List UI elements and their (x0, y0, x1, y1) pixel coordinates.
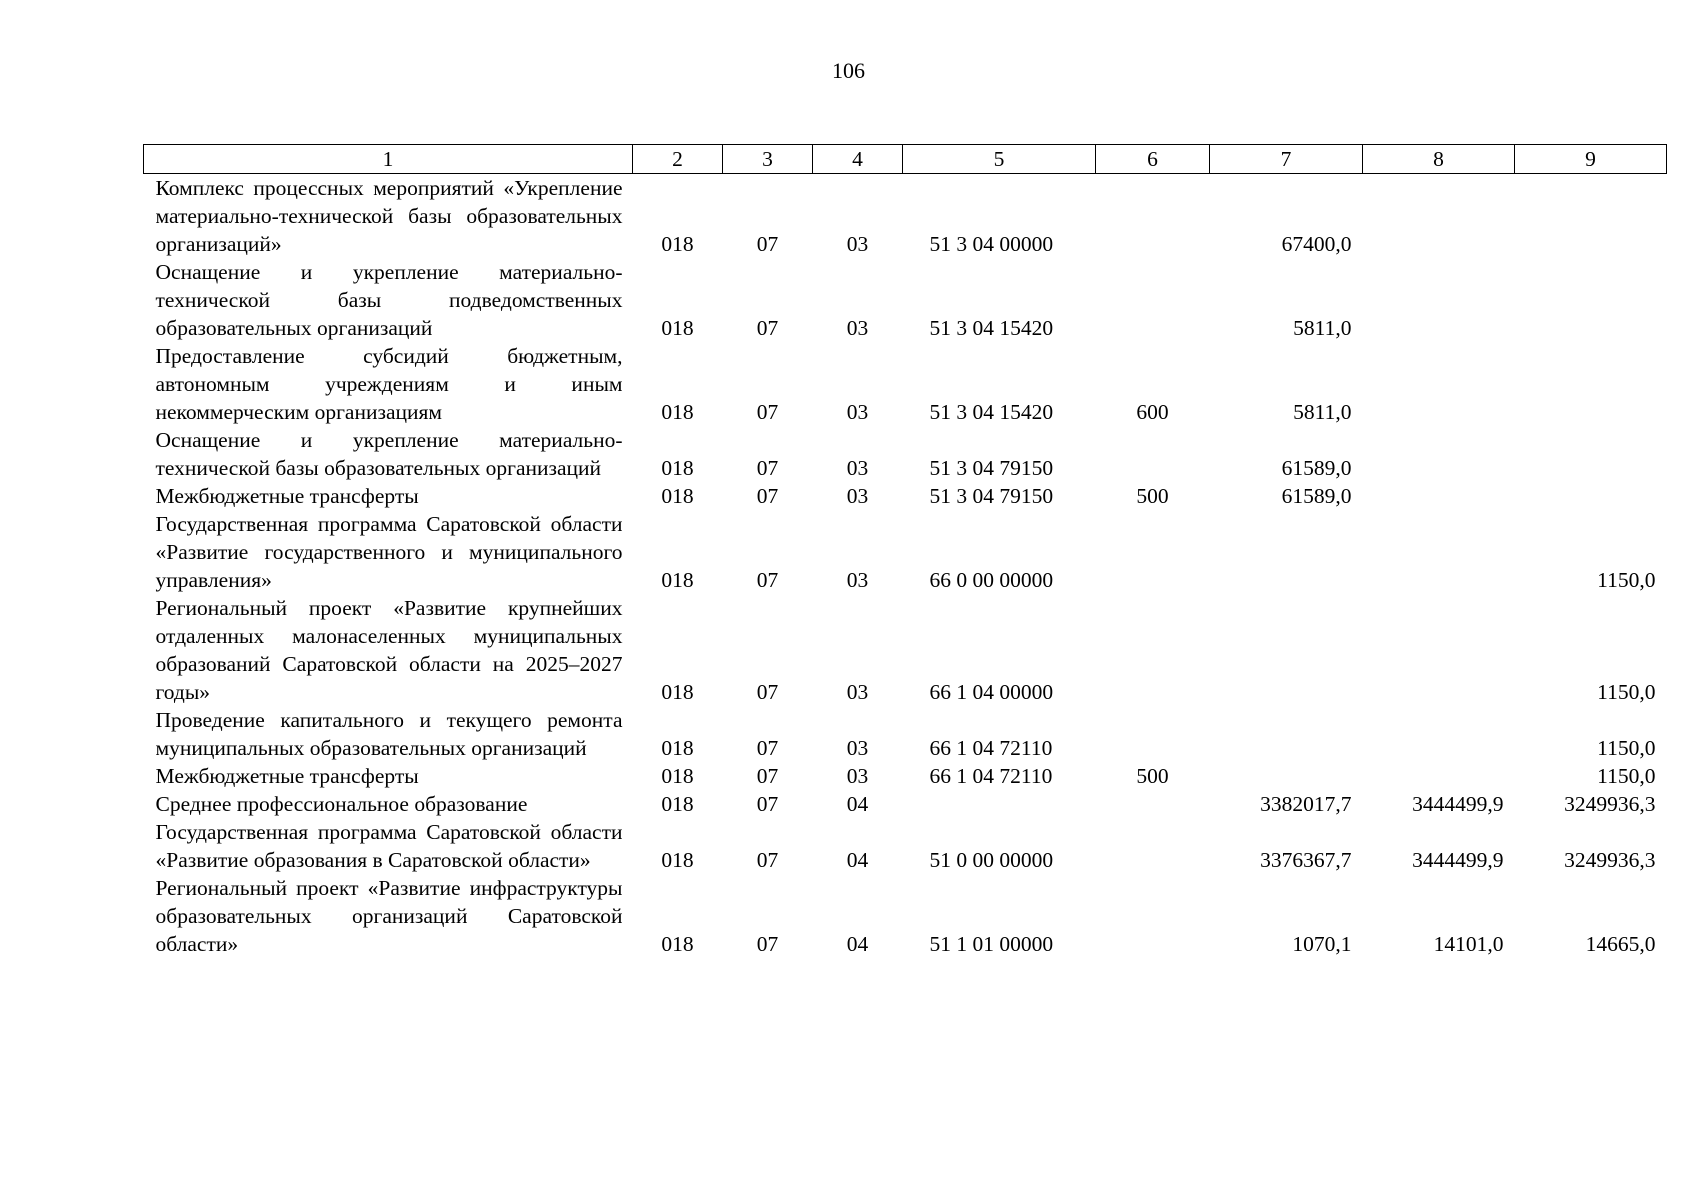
row-name: Государственная программа Саратовской области «Развитие образования в Саратовской области» (155, 820, 623, 872)
row-value-9: 1150,0 (1597, 568, 1656, 592)
row-name: Государственная программа Саратовской области «Развитие государственного и муниципального управления» (155, 512, 623, 592)
table-row (144, 258, 1667, 342)
row-csr: 66 0 00 00000 (929, 568, 1054, 592)
row-value-8 (1363, 510, 1515, 594)
header-col-1: 1 (144, 145, 633, 174)
row-pr: 03 (846, 568, 869, 592)
header-col-5: 5 (903, 145, 1096, 174)
row-pr: 04 (846, 932, 869, 956)
header-col-7: 7 (1210, 145, 1363, 174)
row-value-9 (1515, 258, 1667, 342)
row-value-8 (1363, 174, 1515, 259)
row-value-7: 3376367,7 (1260, 848, 1352, 872)
table-row (144, 790, 1667, 818)
row-value-7 (1210, 706, 1363, 762)
row-pr: 03 (846, 232, 869, 256)
table-row (144, 762, 1667, 790)
row-gr: 018 (661, 736, 694, 760)
row-rz: 07 (756, 484, 779, 508)
row-rz: 07 (756, 848, 779, 872)
row-value-9: 1150,0 (1597, 736, 1656, 760)
row-csr: 66 1 04 00000 (929, 680, 1054, 704)
header-col-9: 9 (1515, 145, 1667, 174)
row-gr: 018 (661, 680, 694, 704)
row-rz: 07 (756, 400, 779, 424)
row-value-9: 3249936,3 (1564, 792, 1656, 816)
row-value-8: 3444499,9 (1412, 848, 1504, 872)
row-rz: 07 (756, 316, 779, 340)
page-number: 106 (832, 58, 865, 83)
row-pr: 03 (846, 400, 869, 424)
row-pr: 04 (846, 792, 869, 816)
row-name: Межбюджетные трансферты (155, 764, 419, 788)
header-col-2: 2 (633, 145, 723, 174)
row-value-9 (1515, 426, 1667, 482)
table-row (144, 426, 1667, 482)
row-vr (1096, 706, 1210, 762)
row-name: Региональный проект «Развитие инфраструктуры образовательных организаций Саратовской области» (155, 876, 623, 956)
row-value-9: 1150,0 (1597, 680, 1656, 704)
row-value-7: 67400,0 (1281, 232, 1352, 256)
row-gr: 018 (661, 568, 694, 592)
row-name: Межбюджетные трансферты (155, 484, 419, 508)
row-name: Оснащение и укрепление материально-технической базы подведомственных образовательных организаций (155, 260, 623, 340)
row-name: Проведение капитального и текущего ремонта муниципальных образовательных организаций (155, 708, 623, 760)
row-value-8 (1363, 482, 1515, 510)
row-gr: 018 (661, 932, 694, 956)
table-row (144, 706, 1667, 762)
row-vr (1096, 510, 1210, 594)
row-name: Комплекс процессных мероприятий «Укрепление материально-технической базы образовательных организаций» (155, 176, 623, 256)
table-row (144, 174, 1667, 259)
row-name: Среднее профессиональное образование (155, 792, 528, 816)
row-gr: 018 (661, 792, 694, 816)
row-gr: 018 (661, 316, 694, 340)
table-row (144, 342, 1667, 426)
row-value-9 (1515, 482, 1667, 510)
table-row (144, 874, 1667, 958)
row-value-7: 61589,0 (1281, 456, 1352, 480)
row-name: Региональный проект «Развитие крупнейших отдаленных малонаселенных муниципальных образований Саратовской области на 2025–2027 годы» (155, 596, 623, 704)
row-csr: 51 3 04 15420 (929, 400, 1054, 424)
row-value-8 (1363, 342, 1515, 426)
row-vr: 500 (1136, 764, 1169, 788)
row-value-9: 14665,0 (1585, 932, 1656, 956)
row-pr: 03 (846, 484, 869, 508)
row-csr: 66 1 04 72110 (929, 764, 1053, 788)
row-gr: 018 (661, 848, 694, 872)
header-col-8: 8 (1363, 145, 1515, 174)
row-rz: 07 (756, 456, 779, 480)
row-vr (1096, 174, 1210, 259)
row-rz: 07 (756, 232, 779, 256)
table-row (144, 482, 1667, 510)
row-value-8 (1363, 258, 1515, 342)
row-rz: 07 (756, 932, 779, 956)
row-csr: 51 3 04 15420 (929, 316, 1054, 340)
header-col-4: 4 (813, 145, 903, 174)
row-gr: 018 (661, 484, 694, 508)
row-value-7 (1210, 762, 1363, 790)
row-value-9: 3249936,3 (1564, 848, 1656, 872)
row-value-7: 5811,0 (1293, 316, 1352, 340)
row-value-9 (1515, 342, 1667, 426)
row-pr: 03 (846, 456, 869, 480)
row-value-7 (1210, 510, 1363, 594)
row-rz: 07 (756, 680, 779, 704)
budget-table (143, 144, 1667, 958)
row-value-7: 61589,0 (1281, 484, 1352, 508)
row-vr (1096, 874, 1210, 958)
row-value-7: 1070,1 (1292, 932, 1352, 956)
row-pr: 03 (846, 764, 869, 788)
row-gr: 018 (661, 400, 694, 424)
row-value-8 (1363, 426, 1515, 482)
row-name: Предоставление субсидий бюджетным, автономным учреждениям и иным некоммерческим организациям (155, 344, 623, 424)
row-gr: 018 (661, 764, 694, 788)
row-gr: 018 (661, 456, 694, 480)
row-csr: 51 3 04 00000 (929, 232, 1054, 256)
row-value-8 (1363, 594, 1515, 706)
row-vr: 500 (1136, 484, 1169, 508)
row-vr (1096, 594, 1210, 706)
row-name: Оснащение и укрепление материально-технической базы образовательных организаций (155, 428, 623, 480)
table-row (144, 594, 1667, 706)
row-value-9 (1515, 174, 1667, 259)
row-vr (1096, 258, 1210, 342)
row-rz: 07 (756, 736, 779, 760)
row-value-9: 1150,0 (1597, 764, 1656, 788)
row-csr: 51 1 01 00000 (929, 932, 1054, 956)
row-rz: 07 (756, 764, 779, 788)
row-value-8: 14101,0 (1433, 932, 1504, 956)
row-vr (1096, 790, 1210, 818)
row-rz: 07 (756, 568, 779, 592)
row-csr (903, 790, 1096, 818)
table-body (144, 174, 1667, 959)
header-col-3: 3 (723, 145, 813, 174)
row-value-7: 3382017,7 (1260, 792, 1352, 816)
row-vr (1096, 426, 1210, 482)
row-csr: 51 3 04 79150 (929, 484, 1054, 508)
row-value-7 (1210, 594, 1363, 706)
row-pr: 04 (846, 848, 869, 872)
row-value-7: 5811,0 (1293, 400, 1352, 424)
row-pr: 03 (846, 736, 869, 760)
row-gr: 018 (661, 232, 694, 256)
row-value-8: 3444499,9 (1412, 792, 1504, 816)
header-col-6: 6 (1096, 145, 1210, 174)
row-rz: 07 (756, 792, 779, 816)
row-csr: 66 1 04 72110 (929, 736, 1053, 760)
row-value-8 (1363, 706, 1515, 762)
row-csr: 51 3 04 79150 (929, 456, 1054, 480)
row-value-8 (1363, 762, 1515, 790)
header-row (144, 145, 1667, 174)
table-row (144, 818, 1667, 874)
row-pr: 03 (846, 680, 869, 704)
row-vr: 600 (1136, 400, 1169, 424)
row-csr: 51 0 00 00000 (929, 848, 1054, 872)
row-pr: 03 (846, 316, 869, 340)
table-row (144, 510, 1667, 594)
row-vr (1096, 818, 1210, 874)
table-header (144, 145, 1667, 174)
